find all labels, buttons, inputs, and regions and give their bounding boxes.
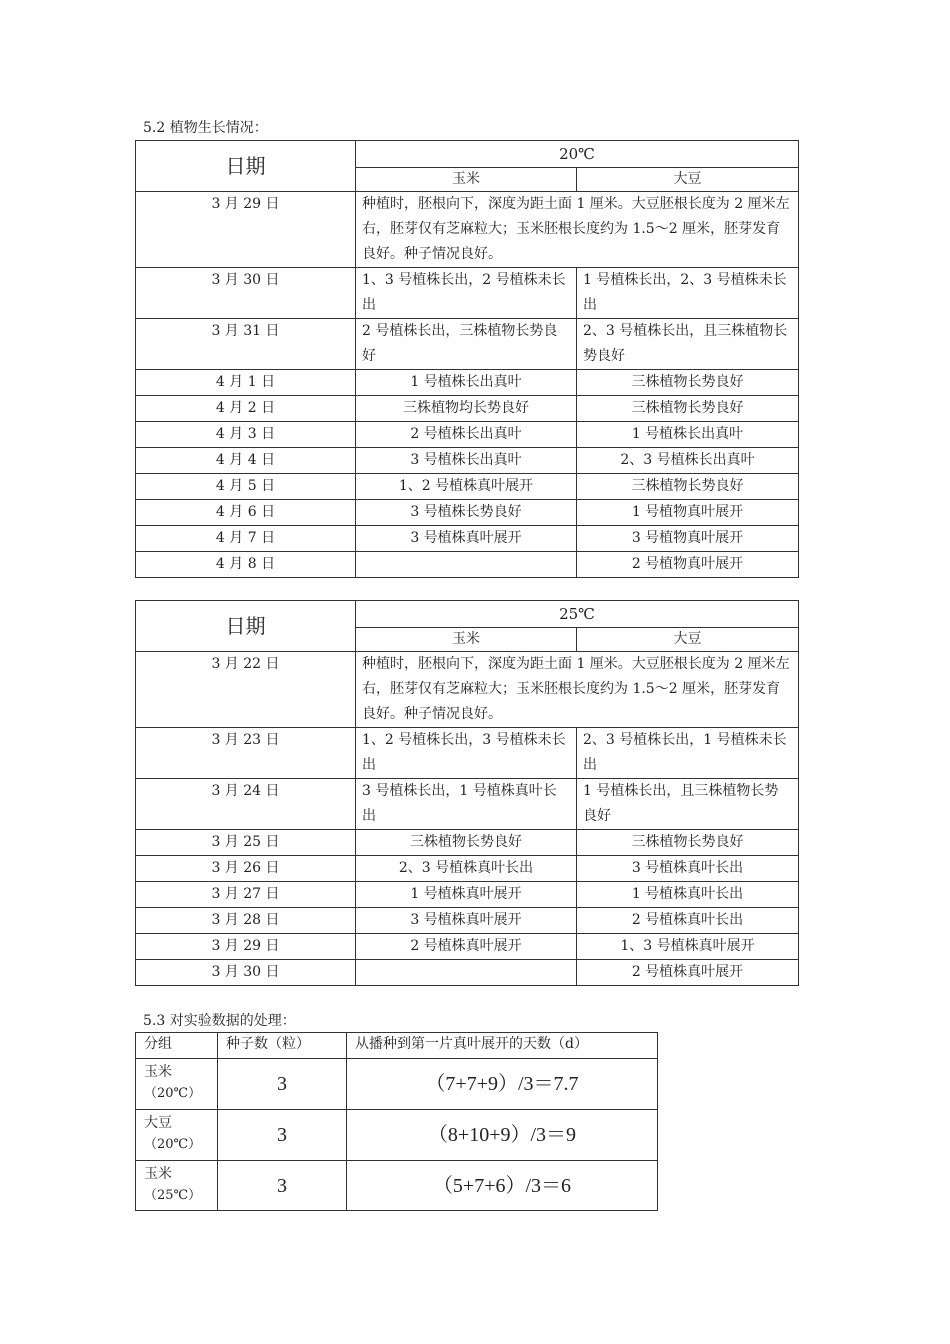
- group-name: 玉米: [144, 1166, 172, 1182]
- seeds-cell: 3: [218, 1110, 347, 1161]
- merged-observation-cell: 种植时，胚根向下，深度为距土面 1 厘米。大豆胚根长度为 2 厘米左右，胚芽仅有芝麻粒大；玉米胚根长度约为 1.5～2 厘米，胚芽发育良好。种子情况良好。: [356, 192, 799, 268]
- date-cell: 3 月 22 日: [136, 652, 356, 728]
- corn-cell: 2 号植株长出真叶: [356, 422, 577, 448]
- calc-cell: （5+7+6）/3＝6: [347, 1161, 658, 1211]
- corn-cell: 2 号植株真叶展开: [356, 934, 577, 960]
- table-row: [136, 448, 799, 474]
- soy-cell: 1 号植株长出，2、3 号植株未长出: [577, 268, 799, 319]
- group-cell: [136, 1110, 218, 1161]
- date-cell: 3 月 30 日: [136, 268, 356, 319]
- date-header: 日期: [136, 601, 356, 652]
- data-processing-table: [135, 1032, 658, 1211]
- section-title-5-2: 5.2 植物生长情况：: [143, 120, 268, 136]
- merged-observation-cell: 种植时，胚根向下，深度为距土面 1 厘米。大豆胚根长度为 2 厘米左右，胚芽仅有芝麻粒大；玉米胚根长度约为 1.5～2 厘米，胚芽发育良好。种子情况良好。: [356, 652, 799, 728]
- table-row: [136, 552, 799, 578]
- table-row: [136, 422, 799, 448]
- table-row: [136, 1059, 658, 1110]
- soy-cell: 3 号植物真叶展开: [577, 526, 799, 552]
- corn-cell: 3 号植株长出，1 号植株真叶长出: [356, 779, 577, 830]
- soy-cell: 1、3 号植株真叶展开: [577, 934, 799, 960]
- date-header: 日期: [136, 141, 356, 192]
- table-row: [136, 319, 799, 370]
- corn-cell: 三株植物均长势良好: [356, 396, 577, 422]
- group-temp: （20℃）: [144, 1086, 202, 1101]
- table-header-row: [136, 1033, 658, 1059]
- column-header-seeds: 种子数（粒）: [218, 1033, 347, 1059]
- corn-cell: 2 号植株长出，三株植物长势良好: [356, 319, 577, 370]
- date-cell: 3 月 23 日: [136, 728, 356, 779]
- group-name: 大豆: [144, 1115, 172, 1131]
- table-row: [136, 960, 799, 986]
- group-name: 玉米: [144, 1064, 172, 1080]
- corn-cell: [356, 960, 577, 986]
- corn-cell: 1 号植株真叶展开: [356, 882, 577, 908]
- date-cell: 4 月 6 日: [136, 500, 356, 526]
- soy-cell: 2 号植物真叶展开: [577, 552, 799, 578]
- table-row: [136, 526, 799, 552]
- date-cell: 3 月 25 日: [136, 830, 356, 856]
- table-row: [136, 370, 799, 396]
- soy-cell: 1 号植株长出真叶: [577, 422, 799, 448]
- date-cell: 3 月 29 日: [136, 934, 356, 960]
- soy-cell: 1 号植株长出，且三株植物长势良好: [577, 779, 799, 830]
- date-cell: 3 月 28 日: [136, 908, 356, 934]
- date-cell: 4 月 8 日: [136, 552, 356, 578]
- seeds-cell: 3: [218, 1161, 347, 1211]
- column-header-days: 从播种到第一片真叶展开的天数（d）: [347, 1033, 658, 1059]
- date-cell: 4 月 5 日: [136, 474, 356, 500]
- soy-cell: 2 号植株真叶长出: [577, 908, 799, 934]
- table-row: [136, 1161, 658, 1211]
- group-cell: [136, 1059, 218, 1110]
- soy-cell: 2、3 号植株长出，且三株植物长势良好: [577, 319, 799, 370]
- soy-cell: 三株植物长势良好: [577, 830, 799, 856]
- temp-header: 25℃: [356, 601, 799, 628]
- growth-table-25c: [135, 600, 799, 986]
- soy-column-header: 大豆: [577, 628, 799, 652]
- date-cell: 3 月 31 日: [136, 319, 356, 370]
- growth-table-20c: [135, 140, 799, 578]
- corn-cell: 三株植物长势良好: [356, 830, 577, 856]
- corn-cell: 3 号植株真叶展开: [356, 526, 577, 552]
- table-row: [136, 500, 799, 526]
- soy-cell: 1 号植物真叶展开: [577, 500, 799, 526]
- corn-cell: 3 号植株长势良好: [356, 500, 577, 526]
- date-cell: 3 月 27 日: [136, 882, 356, 908]
- corn-cell: 1、2 号植株真叶展开: [356, 474, 577, 500]
- temp-header: 20℃: [356, 141, 799, 168]
- table-row: [136, 934, 799, 960]
- table-row: [136, 728, 799, 779]
- soy-cell: 1 号植株真叶长出: [577, 882, 799, 908]
- table-row: [136, 1110, 658, 1161]
- soy-cell: 3 号植株真叶长出: [577, 856, 799, 882]
- column-header-group: 分组: [136, 1033, 218, 1059]
- date-cell: 3 月 29 日: [136, 192, 356, 268]
- table-row: [136, 396, 799, 422]
- group-cell: [136, 1161, 218, 1211]
- table-row: [136, 882, 799, 908]
- soy-column-header: 大豆: [577, 168, 799, 192]
- group-temp: （20℃）: [144, 1137, 202, 1152]
- table-row: [136, 830, 799, 856]
- soy-cell: 2 号植株真叶展开: [577, 960, 799, 986]
- soy-cell: 三株植物长势良好: [577, 474, 799, 500]
- corn-cell: [356, 552, 577, 578]
- table-row: [136, 268, 799, 319]
- date-cell: 3 月 30 日: [136, 960, 356, 986]
- corn-cell: 1 号植株长出真叶: [356, 370, 577, 396]
- calc-cell: （7+7+9）/3＝7.7: [347, 1059, 658, 1110]
- corn-column-header: 玉米: [356, 168, 577, 192]
- calc-cell: （8+10+9）/3＝9: [347, 1110, 658, 1161]
- soy-cell: 三株植物长势良好: [577, 370, 799, 396]
- corn-column-header: 玉米: [356, 628, 577, 652]
- group-temp: （25℃）: [144, 1188, 202, 1203]
- date-cell: 4 月 4 日: [136, 448, 356, 474]
- corn-cell: 2、3 号植株真叶长出: [356, 856, 577, 882]
- date-cell: 3 月 26 日: [136, 856, 356, 882]
- soy-cell: 2、3 号植株长出真叶: [577, 448, 799, 474]
- soy-cell: 2、3 号植株长出，1 号植株未长出: [577, 728, 799, 779]
- date-cell: 4 月 3 日: [136, 422, 356, 448]
- corn-cell: 1、2 号植株长出，3 号植株未长出: [356, 728, 577, 779]
- corn-cell: 3 号植株真叶展开: [356, 908, 577, 934]
- date-cell: 4 月 2 日: [136, 396, 356, 422]
- table-row: [136, 856, 799, 882]
- seeds-cell: 3: [218, 1059, 347, 1110]
- table-row: [136, 779, 799, 830]
- table-row: [136, 908, 799, 934]
- date-cell: 4 月 1 日: [136, 370, 356, 396]
- section-title-5-3: 5.3 对实验数据的处理：: [143, 1013, 296, 1029]
- corn-cell: 1、3 号植株长出，2 号植株未长出: [356, 268, 577, 319]
- table-row: [136, 474, 799, 500]
- soy-cell: 三株植物长势良好: [577, 396, 799, 422]
- corn-cell: 3 号植株长出真叶: [356, 448, 577, 474]
- date-cell: 4 月 7 日: [136, 526, 356, 552]
- date-cell: 3 月 24 日: [136, 779, 356, 830]
